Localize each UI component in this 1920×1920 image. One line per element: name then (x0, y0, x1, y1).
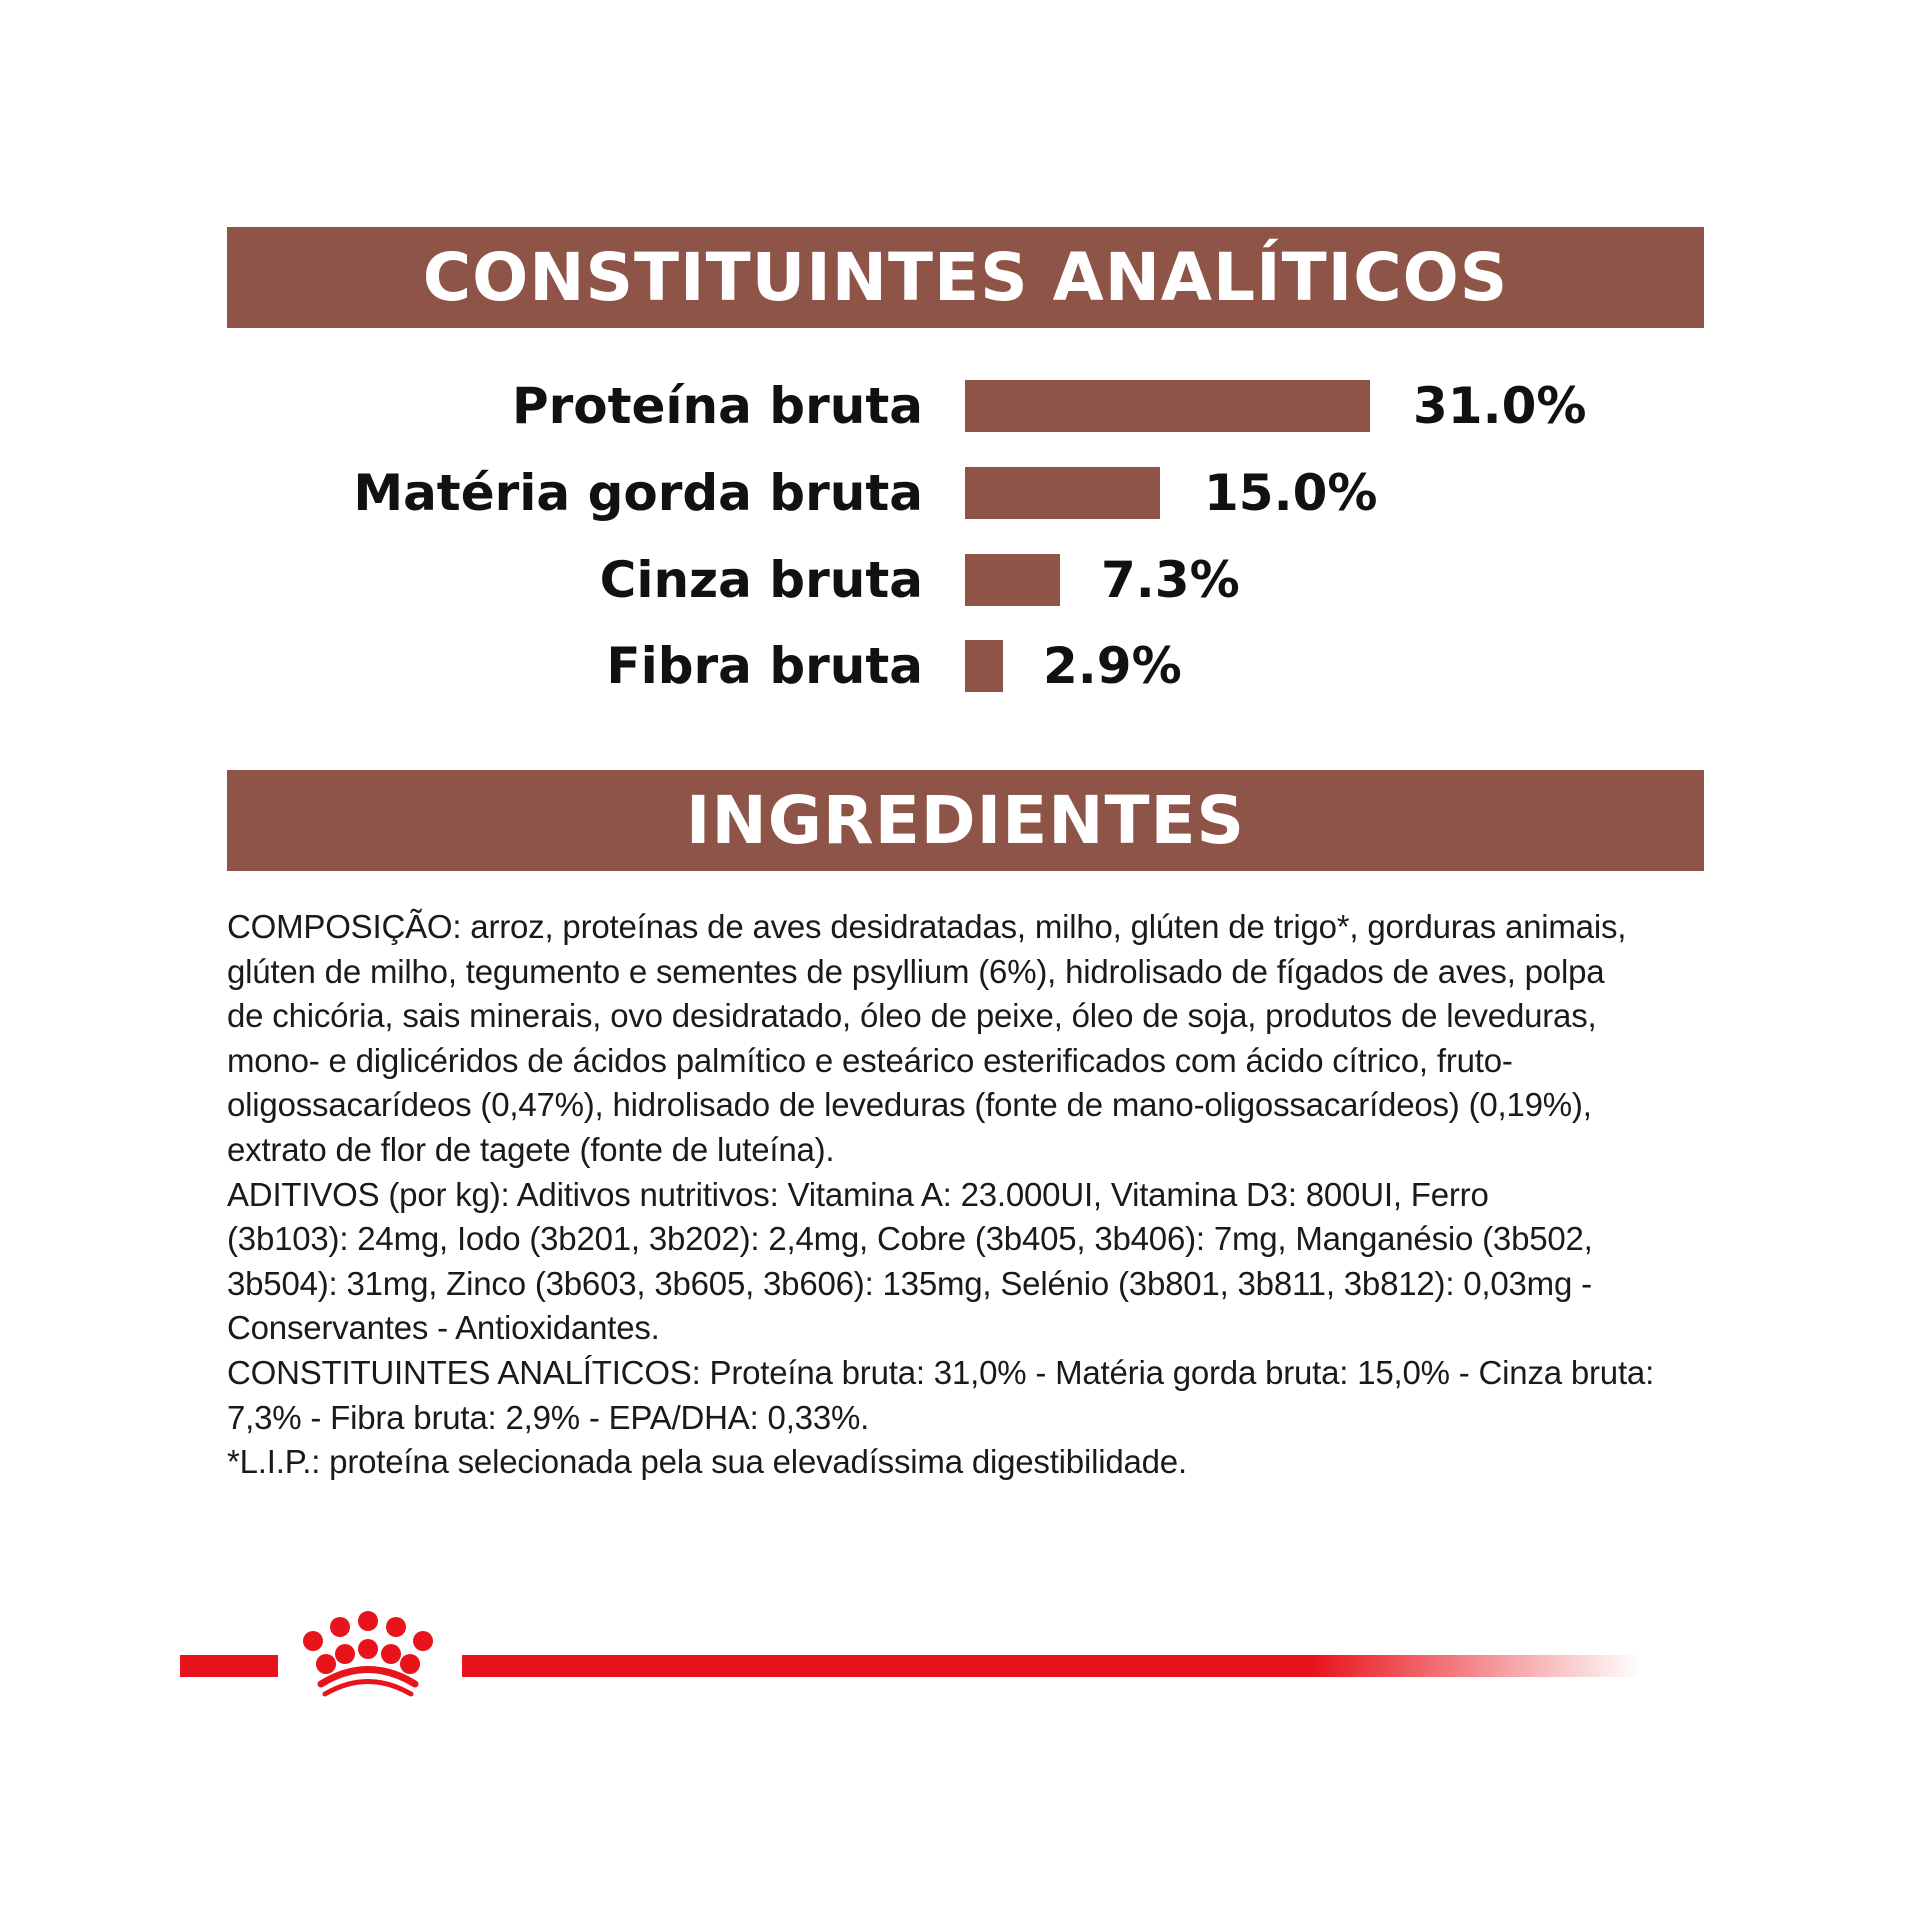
additives-line: 3b504): 31mg, Zinco (3b603, 3b605, 3b606): 135mg, Selénio (3b801, 3b811, 3b812): 0,03mg - (227, 1264, 1592, 1302)
ingredients-title: INGREDIENTES (685, 781, 1246, 859)
chart-bar (965, 554, 1060, 606)
chart-label: Fibra bruta (606, 637, 923, 695)
chart-row-protein (0, 377, 1920, 435)
analytics-summary-line: 7,3% - Fibra bruta: 2,9% - EPA/DHA: 0,33%. (227, 1398, 870, 1436)
chart-row-ash (0, 551, 1920, 609)
chart-row-fat (0, 464, 1920, 522)
footnote-line: *L.I.P.: proteína selecionada pela sua elevadíssima digestibilidade. (227, 1443, 1187, 1481)
chart-label: Proteína bruta (511, 377, 923, 435)
chart-bar (965, 467, 1160, 519)
ingredients-line: COMPOSIÇÃO: arroz, proteínas de aves desidratadas, milho, glúten de trigo*, gorduras animais, (227, 908, 1627, 945)
analytics-title: CONSTITUINTES ANALÍTICOS (422, 238, 1509, 316)
chart-value: 7.3% (1101, 551, 1240, 609)
ingredients-line: mono- e diglicéridos de ácidos palmítico e esteárico esterificados com ácido cítrico, fruto- (227, 1041, 1513, 1079)
ingredients-line: de chicória, sais minerais, ovo desidratado, óleo de peixe, óleo de soja, produtos de leveduras, (227, 997, 1597, 1035)
additives-line: ADITIVOS (por kg): Aditivos nutritivos: Vitamina A: 23.000UI, Vitamina D3: 800UI, Ferro (227, 1175, 1489, 1213)
ingredients-text (227, 905, 1707, 1485)
crown-icon (288, 1605, 448, 1705)
ingredients-line: oligossacarídeos (0,47%), hidrolisado de leveduras (fonte de mano-oligossacarídeos) (0,19%), (227, 1086, 1592, 1124)
chart-row-fibre (0, 637, 1920, 695)
chart-value: 31.0% (1413, 377, 1587, 435)
additives-line: Conservantes - Antioxidantes. (227, 1309, 660, 1347)
chart-label: Matéria gorda bruta (353, 464, 923, 522)
footer-red-line-right (462, 1655, 1642, 1677)
additives-line: (3b103): 24mg, Iodo (3b201, 3b202): 2,4mg, Cobre (3b405, 3b406): 7mg, Manganésio (3b502, (227, 1220, 1593, 1258)
chart-bar (965, 640, 1003, 692)
chart-value: 2.9% (1043, 637, 1182, 695)
analytics-header-banner (227, 227, 1704, 328)
analytics-summary-line: CONSTITUINTES ANALÍTICOS: Proteína bruta: 31,0% - Matéria gorda bruta: 15,0% - Cinza bruta: (227, 1353, 1655, 1391)
ingredients-line: glúten de milho, tegumento e sementes de psyllium (6%), hidrolisado de fígados de aves, polpa (227, 952, 1605, 990)
ingredients-header-banner (227, 770, 1704, 871)
chart-bar (965, 380, 1370, 432)
chart-label: Cinza bruta (599, 551, 923, 609)
ingredients-line: extrato de flor de tagete (fonte de luteína). (227, 1130, 835, 1168)
chart-value: 15.0% (1204, 464, 1378, 522)
footer-red-line-left (180, 1655, 278, 1677)
